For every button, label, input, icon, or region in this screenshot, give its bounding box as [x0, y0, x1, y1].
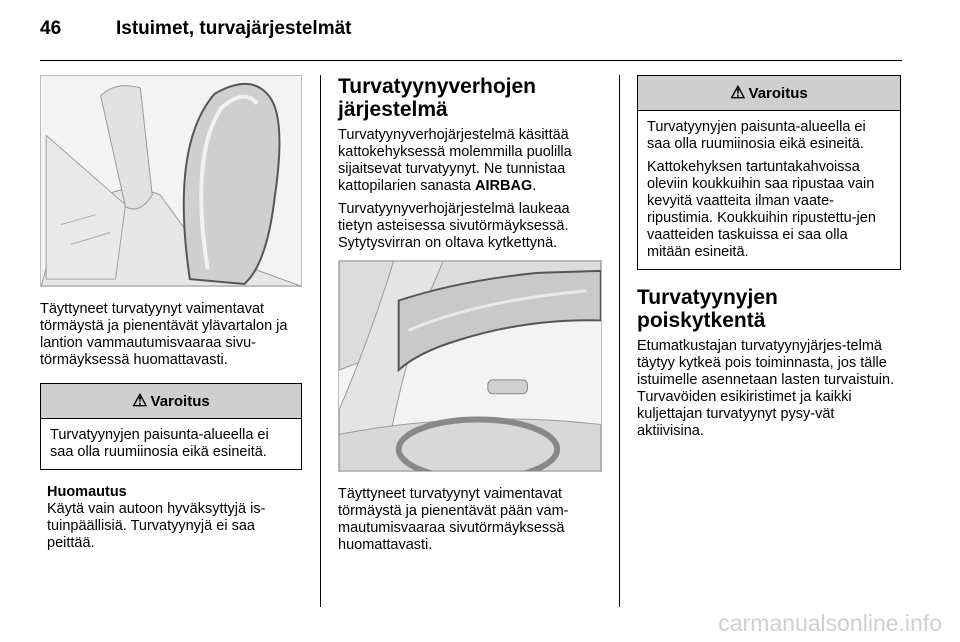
section-heading: Turvatyynyjen poiskytkentä — [637, 286, 778, 332]
warning-triangle-icon: ⚠ — [132, 391, 148, 410]
seat-airbag-illustration — [40, 75, 302, 287]
note-block — [47, 484, 302, 552]
column-divider-1 — [320, 75, 321, 607]
warning-title: Varoitus — [150, 392, 210, 410]
section-heading: Turvatyynyverhojen järjestelmä — [338, 75, 537, 121]
note-text: Käytä vain autoon hyväksyttyjä is-tuinpäällisiä. Turvatyynyjä ei saa peittää. — [47, 501, 266, 551]
body-text: Turvatyynyverhojärjestelmä käsittää kattokehyksessä molemmilla puolilla sijaitsevat turvatyynyt. Ne tunnistaa kattopilarien sanasta — [338, 127, 572, 194]
column-1 — [40, 75, 302, 552]
warning-box — [40, 383, 302, 470]
warning-body — [41, 419, 301, 469]
warning-text: Turvatyynyjen paisunta-alueella ei saa olla ruumiinosia eikä esineitä. — [50, 427, 269, 460]
airbag-word: AIRBAG — [475, 178, 533, 194]
curtain-airbag-illustration — [338, 260, 602, 472]
warning-body — [638, 111, 900, 269]
warning-header — [41, 384, 301, 419]
watermark: carmanualsonline.info — [718, 610, 942, 636]
chapter-title: Istuimet, turvajärjestelmät — [116, 18, 352, 39]
warning-title: Varoitus — [748, 84, 808, 102]
warning-text: Kattokehyksen tartuntakahvoissa oleviin koukkuihin saa ripustaa vain kevyitä vaatteita ilman vaate-ripustimia. Koukkuihin ripustettu-jen vaatteiden taskuissa ei saa olla mitään esineitä. — [647, 159, 876, 260]
page-header — [40, 18, 351, 40]
figure-caption: Täyttyneet turvatyynyt vaimentavat törmäystä ja pienentävät ylävartalon ja lantion vammautumisvaaraa sivu-törmäyksessä huomattavasti. — [40, 301, 288, 368]
column-3 — [637, 75, 901, 446]
body-text-end: . — [532, 178, 537, 194]
figure-caption: Täyttyneet turvatyynyt vaimentavat törmäystä ja pienentävät pään vam-mautumisvaaraa sivutörmäyksessä huomattavasti. — [338, 486, 569, 553]
body-paragraph — [338, 127, 602, 195]
column-divider-2 — [619, 75, 620, 607]
body-paragraph: Turvatyynyverhojärjestelmä laukeaa tietyn asteisessa sivutörmäyksessä. Sytytysvirran on oltava kytkettynä. — [338, 201, 570, 251]
warning-header — [638, 76, 900, 111]
note-title: Huomautus — [47, 484, 127, 500]
body-paragraph: Etumatkustajan turvatyynyjärjes-telmä täytyy kytkeä pois toiminnasta, jos tälle istuimelle asennetaan lasten turvaistuin. Turvavöiden esikiristimet ja kaikki kuljettajan turvatyynyt pysy-vät aktiivisina. — [637, 338, 895, 439]
warning-box — [637, 75, 901, 270]
warning-triangle-icon: ⚠ — [730, 83, 746, 102]
column-2 — [338, 75, 602, 554]
header-rule — [40, 60, 902, 61]
page-number: 46 — [40, 18, 62, 39]
warning-text: Turvatyynyjen paisunta-alueella ei saa olla ruumiinosia eikä esineitä. — [647, 119, 866, 152]
